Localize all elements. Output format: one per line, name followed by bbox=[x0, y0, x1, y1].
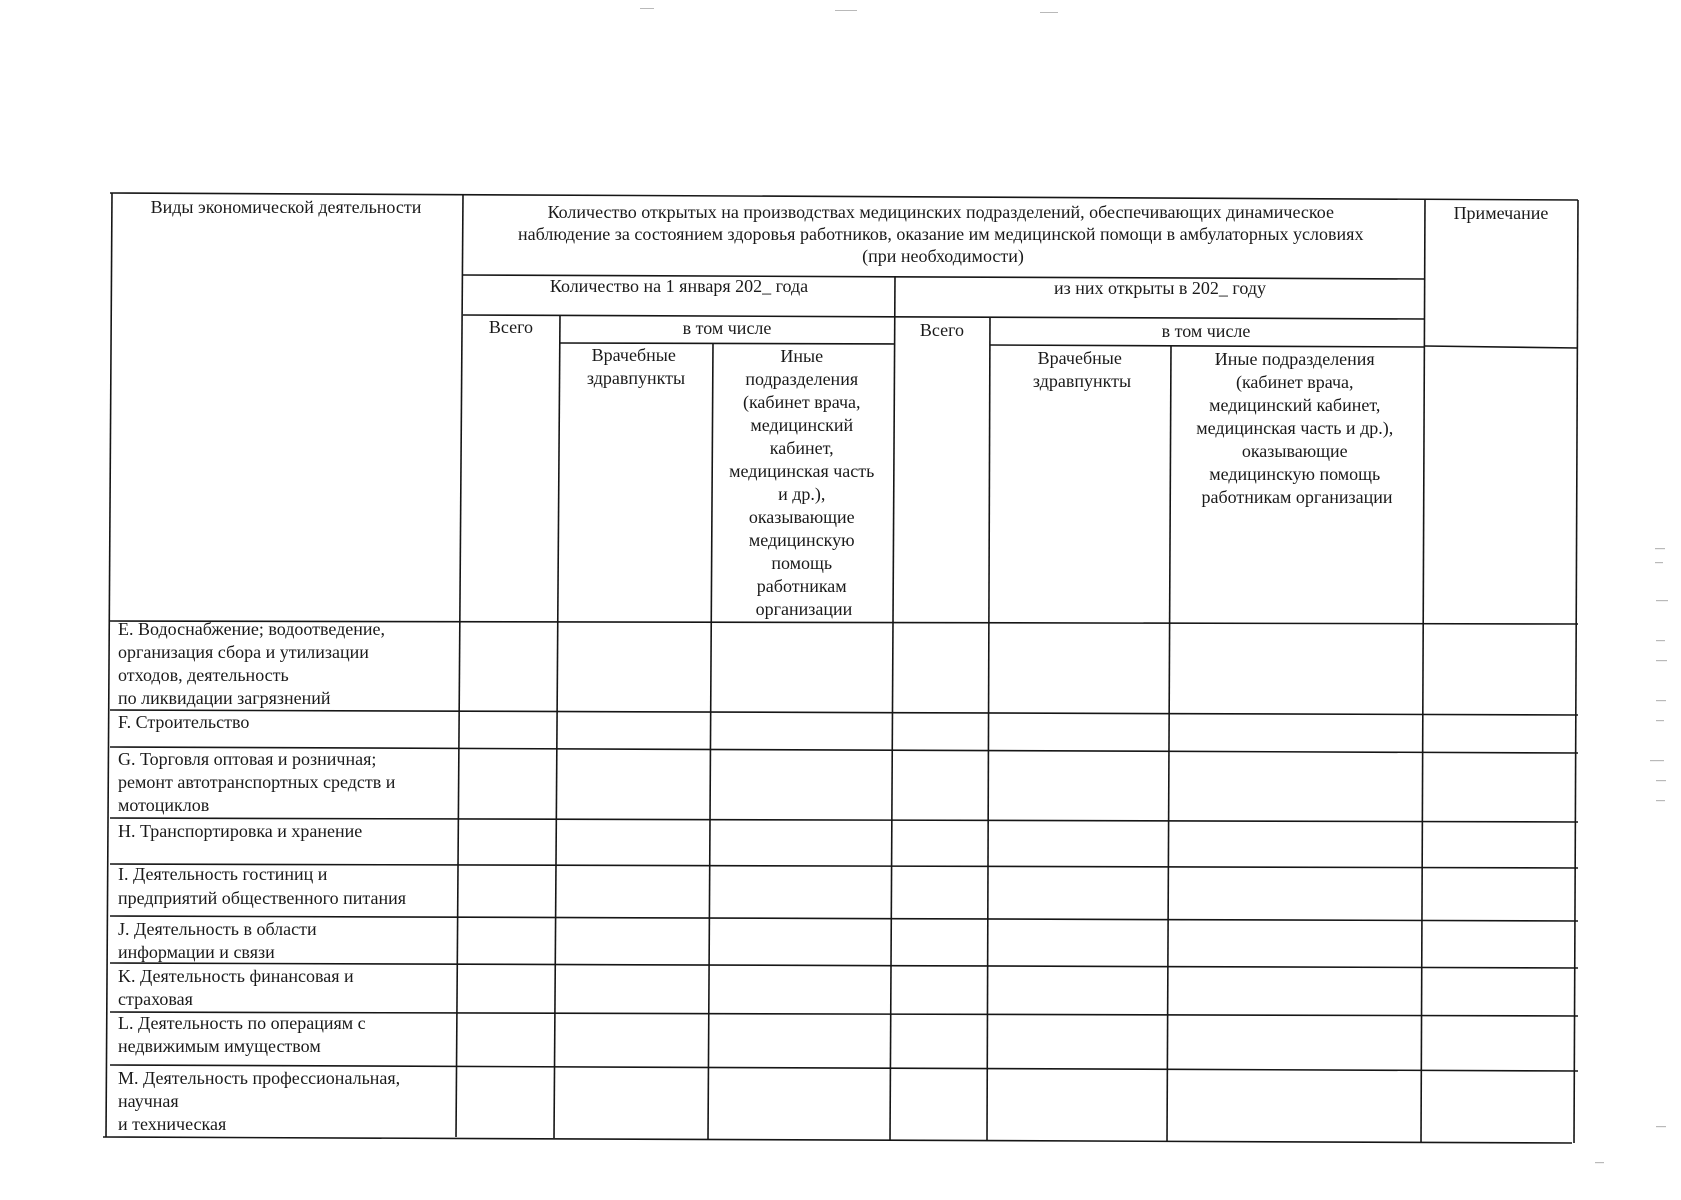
header-other-units-opened: Иные подразделения (кабинет врача, медицинский кабинет, медицинская часть и др.), оказывающие медицинскую помощь работникам организации bbox=[1196, 349, 1394, 507]
header-other-units-jan1: Иные подразделения (кабинет врача, медицинский кабинет, медицинская часть и др.), оказывающие медицинскую помощь работникам организации bbox=[729, 346, 875, 619]
header-including-jan1: в том числе bbox=[682, 318, 772, 338]
header-group-opened: из них открыты в 202_ году bbox=[1053, 278, 1267, 298]
row-label-F: F. Строительство bbox=[118, 712, 250, 732]
header-medical-points-opened: Врачебные здравпункты bbox=[1032, 348, 1132, 391]
header-group-jan1: Количество на 1 января 202_ года bbox=[549, 276, 809, 296]
header-activity-type: Виды экономической деятельности bbox=[150, 197, 422, 217]
row-label-L: L. Деятельность по операциям с недвижимым имуществом bbox=[118, 1013, 366, 1056]
row-label-K: K. Деятельность финансовая и страховая bbox=[118, 966, 354, 1009]
row-label-M: M. Деятельность профессиональная, научная и техническая bbox=[118, 1068, 401, 1134]
header-total-jan1: Всего bbox=[488, 317, 534, 337]
header-rule-incl-left bbox=[560, 343, 895, 344]
header-including-opened: в том числе bbox=[1161, 321, 1251, 341]
row-label-E: Е. Водоснабжение; водоотведение, организация сбора и утилизации отходов, деятельность по ликвидации загрязнений bbox=[118, 619, 386, 708]
row-label-H: H. Транспортировка и хранение bbox=[118, 821, 363, 841]
header-main-title-line-3: (при необходимости) bbox=[862, 246, 1024, 266]
header-main-title-line-2: наблюдение за состоянием здоровья работников, оказание им медицинской помощи в амбулаторных условиях bbox=[518, 224, 1364, 244]
row-label-I: I. Деятельность гостиниц и предприятий общественного питания bbox=[118, 864, 406, 908]
row-label-G: G. Торговля оптовая и розничная; ремонт автотранспортных средств и мотоциклов bbox=[118, 749, 396, 815]
header-note: Примечание bbox=[1453, 203, 1549, 223]
header-main-title-line-1: Количество открытых на производствах медицинских подразделений, обеспечивающих динамическое bbox=[547, 202, 1334, 222]
header-medical-points-jan1: Врачебные здравпункты bbox=[586, 345, 686, 388]
header-total-opened: Всего bbox=[919, 320, 965, 340]
row-label-J: J. Деятельность в области информации и связи bbox=[118, 919, 317, 962]
